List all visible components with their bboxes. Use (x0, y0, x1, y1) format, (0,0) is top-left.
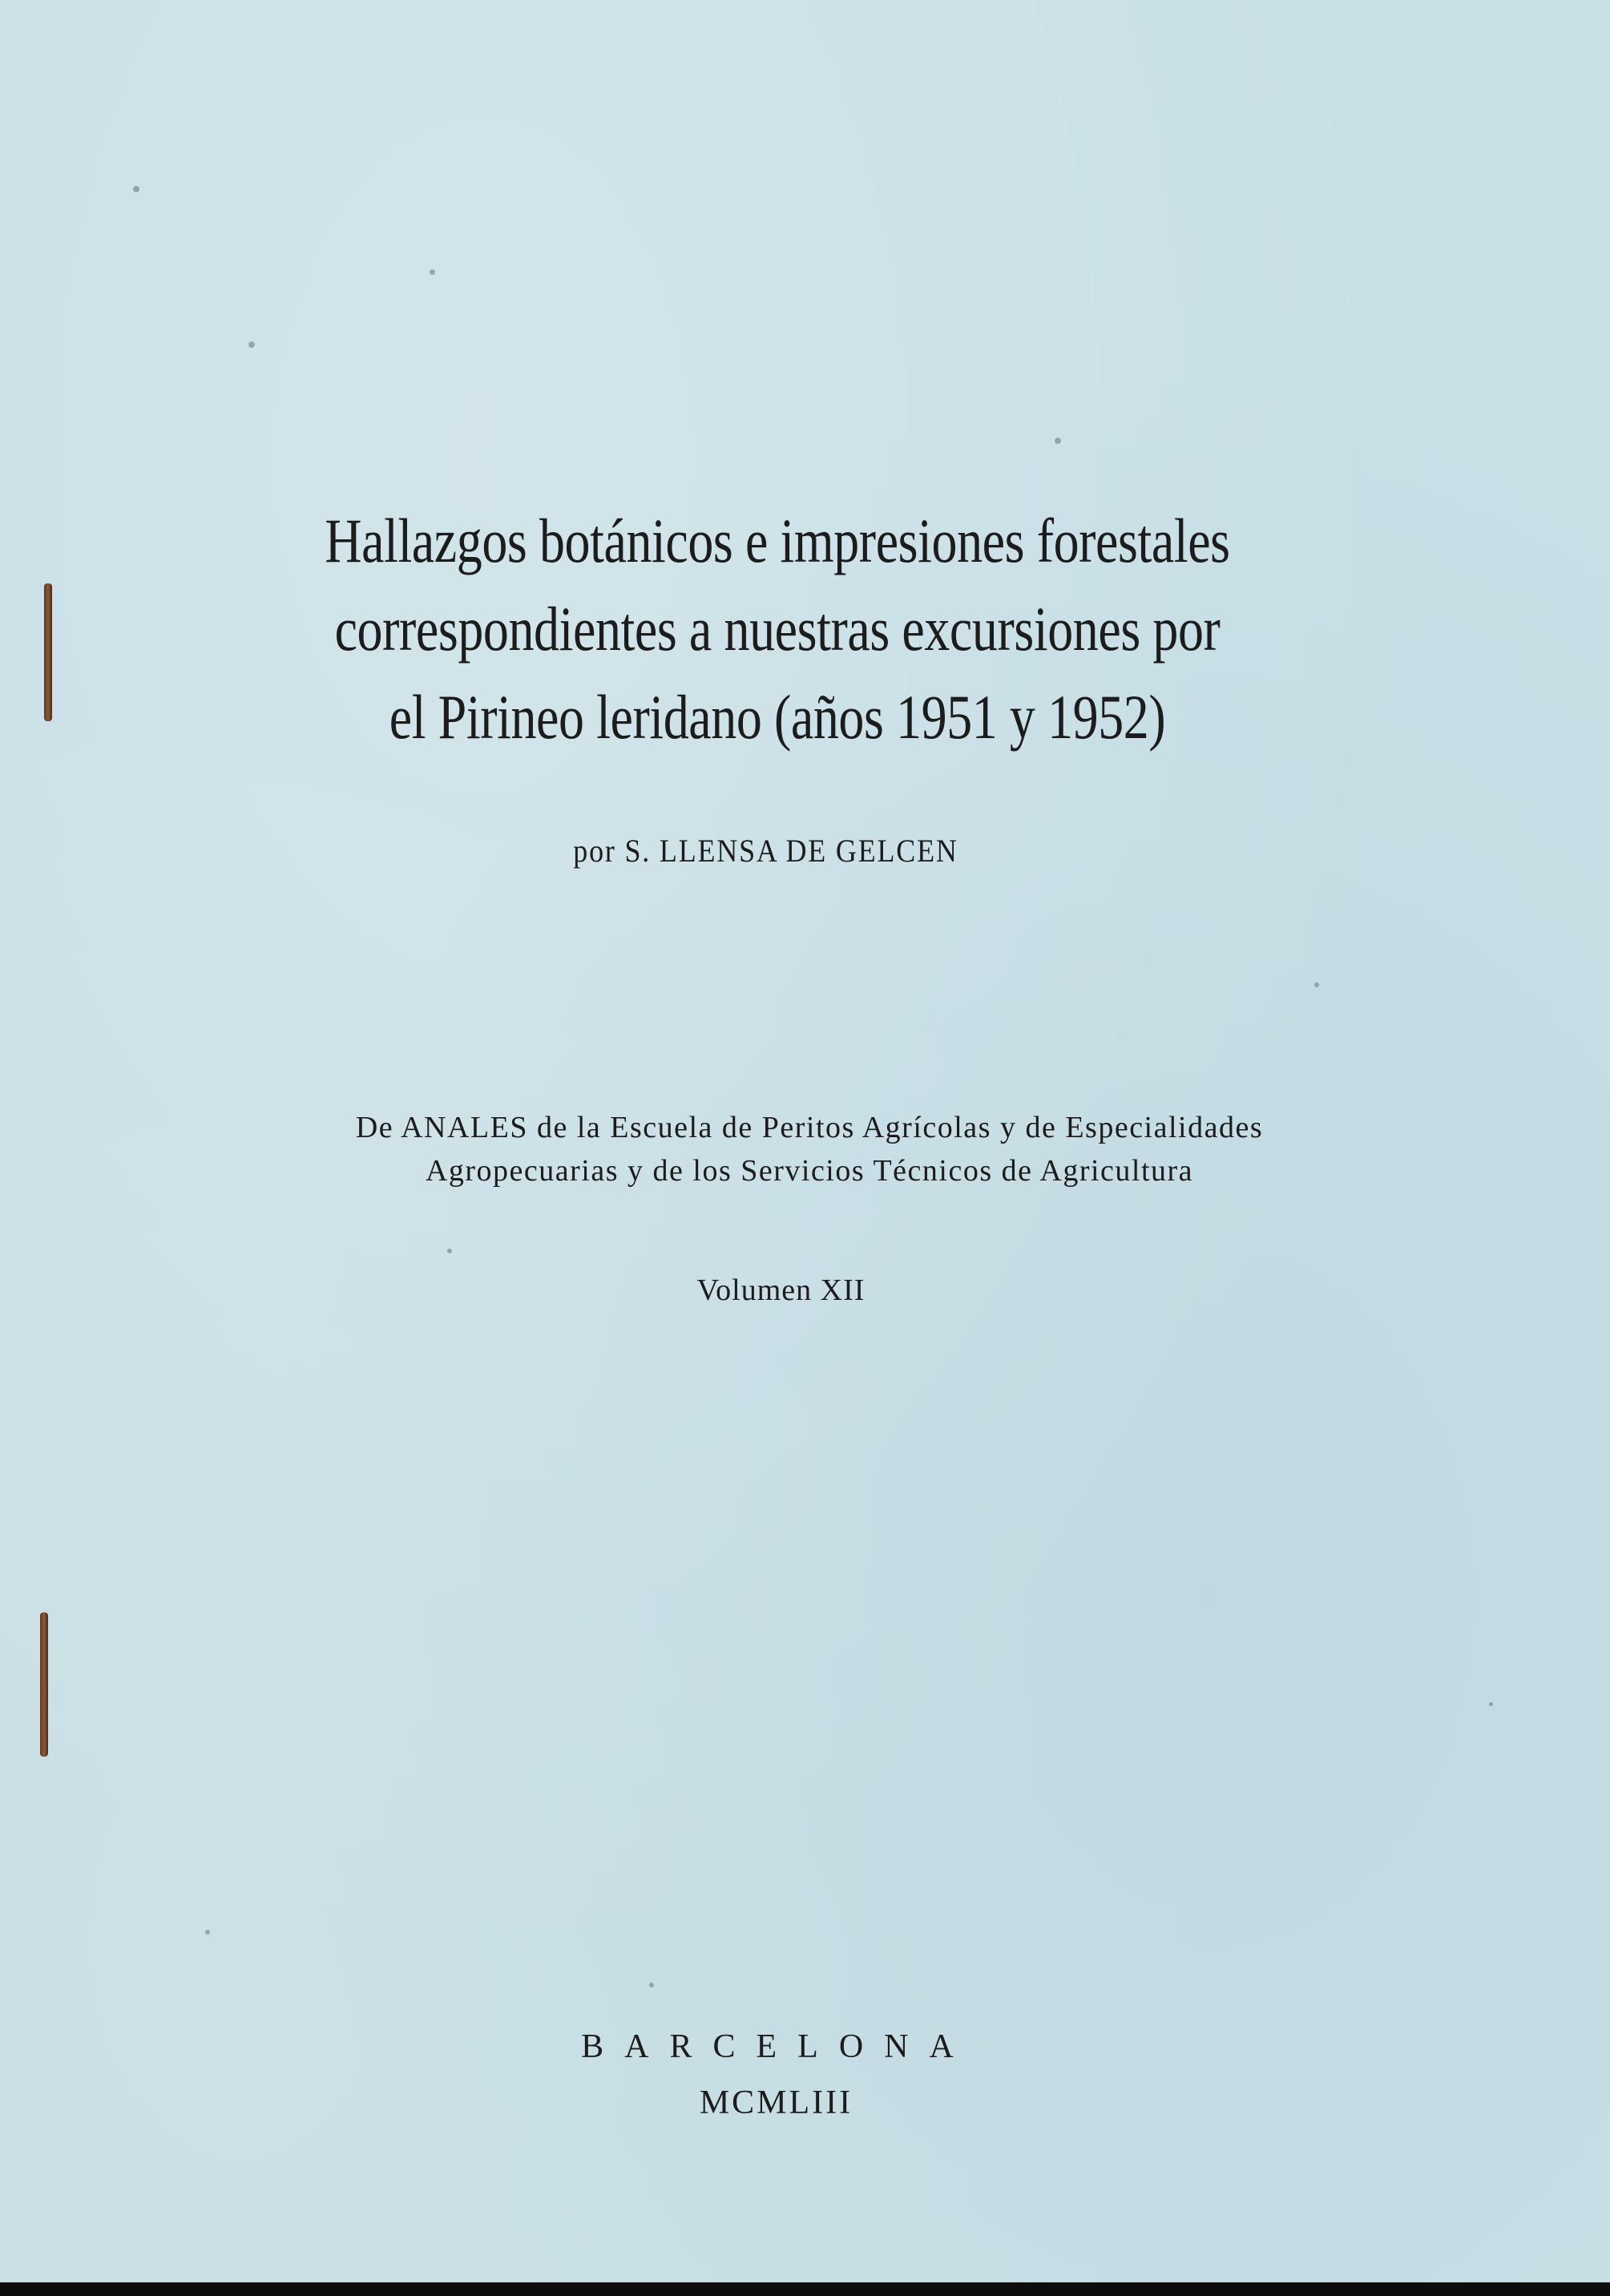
paper-speck (447, 1249, 452, 1253)
paper-speck (1489, 1702, 1493, 1706)
author-byline: por S. LLENSA DE GELCEN (573, 833, 958, 869)
staple-bottom (40, 1612, 48, 1757)
paper-speck (1314, 983, 1319, 987)
volume-number: Volumen XII (696, 1273, 866, 1307)
source-publication (160, 1106, 1459, 1192)
document-title (291, 497, 1264, 761)
paper-speck (248, 341, 255, 348)
publication-year: MCMLIII (699, 2084, 853, 2121)
staple-top (44, 583, 52, 721)
title-line: correspondientes a nuestras excursiones por (334, 594, 1221, 664)
paper-speck (133, 186, 139, 192)
paper-speck (1055, 438, 1061, 444)
publication-city: BARCELONA (581, 2028, 974, 2065)
paper-speck (649, 1983, 654, 1987)
source-line: Agropecuarias y de los Servicios Técnicos de Agricultura (425, 1154, 1194, 1188)
title-line: Hallazgos botánicos e impresiones forestales (325, 506, 1230, 575)
title-line: el Pirineo leridano (años 1951 y 1952) (389, 682, 1166, 752)
paper-speck (205, 1930, 210, 1935)
source-line: De ANALES de la Escuela de Peritos Agrícolas y de Especialidades (355, 1111, 1264, 1144)
paper-speck (430, 269, 435, 275)
